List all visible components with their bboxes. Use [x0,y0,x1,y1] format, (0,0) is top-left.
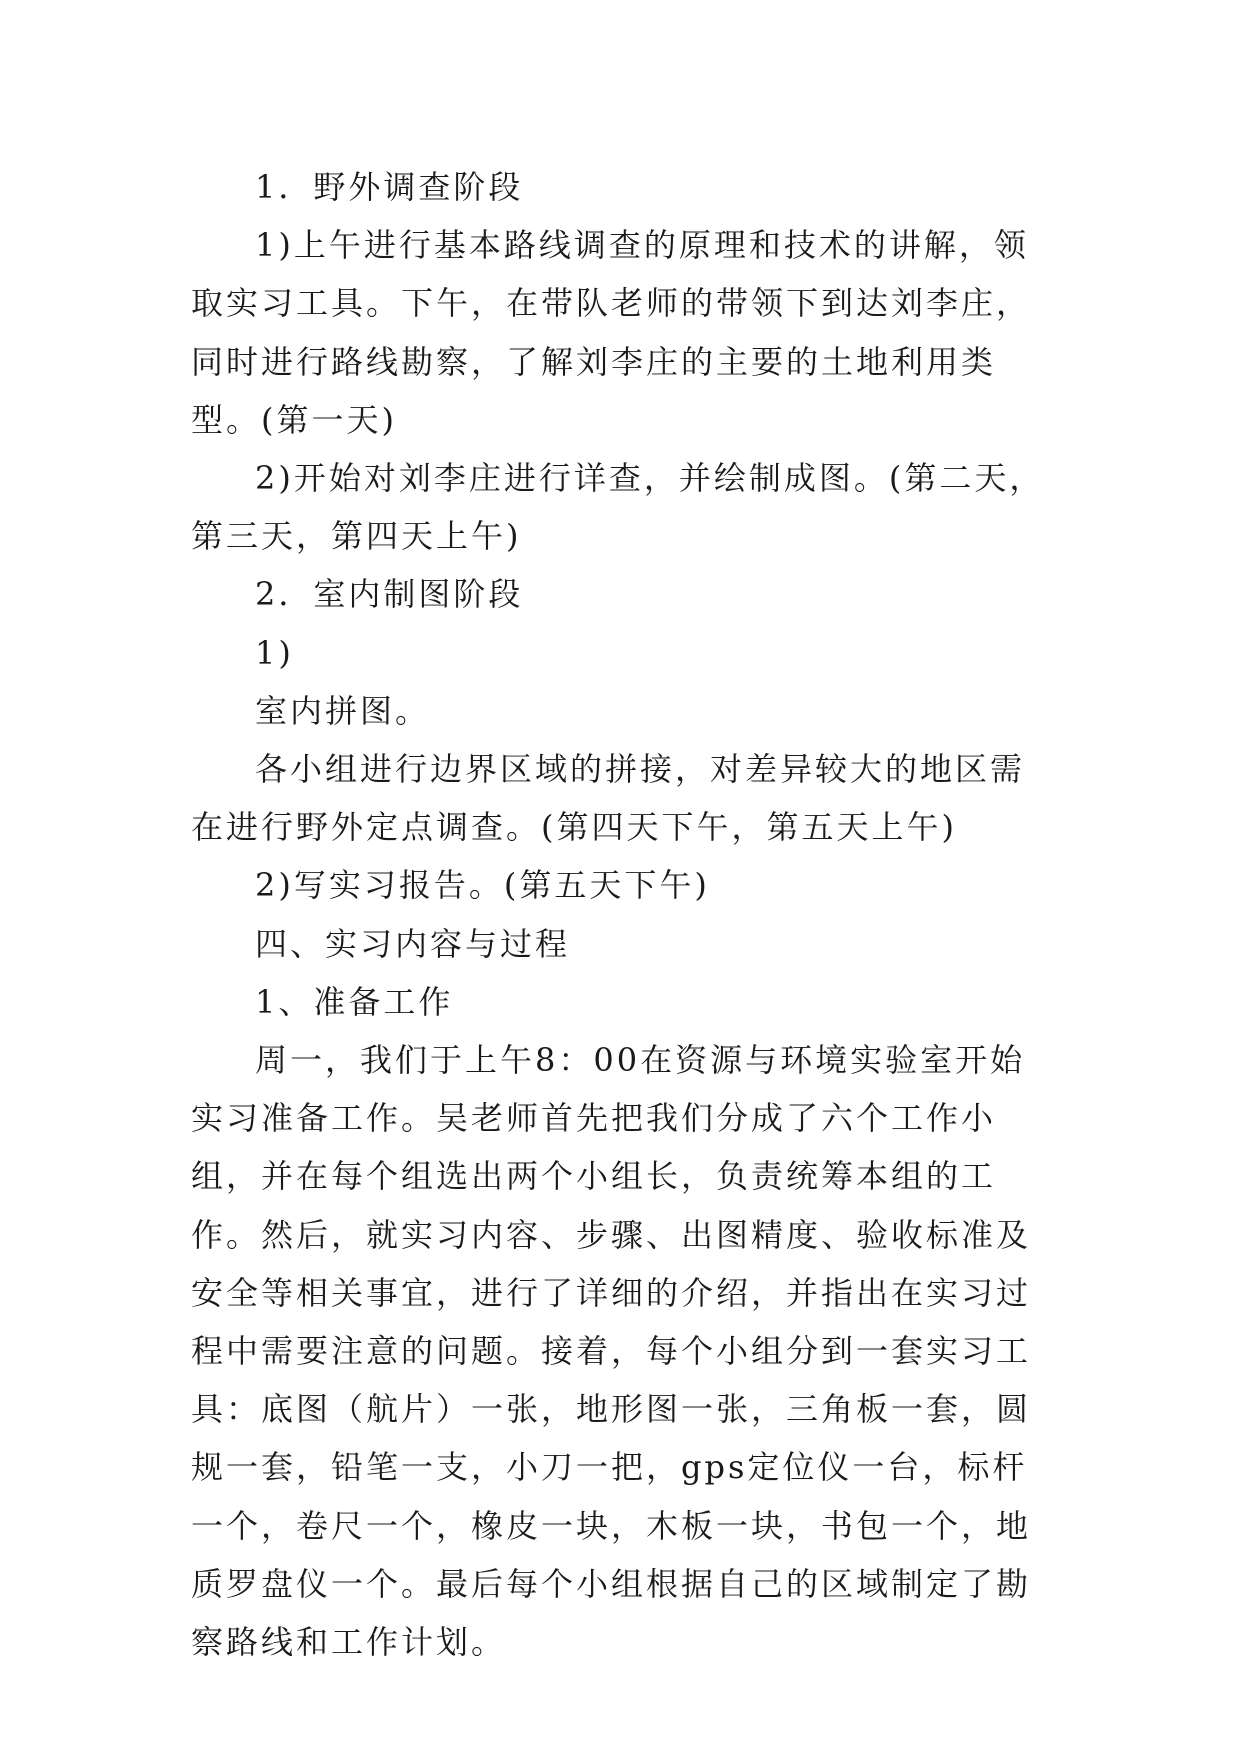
paragraph-detailed-survey: 2)开始对刘李庄进行详查，并绘制成图。(第二天，第三天，第四天上午) [191,459,1045,556]
heading-indoor-mapping-stage: 2．室内制图阶段 [255,575,524,614]
paragraph-boundary-stitching: 各小组进行边界区域的拼接，对差异较大的地区需在进行野外定点调查。(第四天下午，第五天上午) [191,750,1026,847]
document-body [191,158,1051,1671]
paragraph-day-one: 1)上午进行基本路线调查的原理和技术的讲解，领取实习工具。下午，在带队老师的带领下到达刘李庄，同时进行路线勘察，了解刘李庄的主要的土地利用类型。(第一天) [191,226,1032,439]
paragraph-write-report: 2)写实习报告。(第五天下午) [255,866,710,905]
heading-content-and-process: 四、实习内容与过程 [255,924,571,963]
paragraph-monday-preparation: 周一，我们于上午8：00在资源与环境实验室开始实习准备工作。吴老师首先把我们分成了六个工作小组，并在每个组选出两个小组长，负责统筹本组的工作。然后，就实习内容、步骤、出图精度、验收标准及安全等相关事宜，进行了详细的介绍，并指出在实习过程中需要注意的问题。接着，每个小组分到一套实习工具：底图（航片）一张，地形图一张，三角板一套，圆规一套，铅笔一支，小刀一把，gps定位仪一台，标杆一个，卷尺一个，橡皮一块，木板一块，书包一个，地质罗盘仪一个。最后每个小组根据自己的区域制定了勘察路线和工作计划。 [191,1041,1032,1662]
paragraph-indoor-mosaic: 室内拼图。 [255,691,431,730]
list-marker-1: 1) [255,633,294,672]
heading-preparation: 1、准备工作 [255,982,454,1021]
heading-field-survey-stage: 1．野外调查阶段 [255,168,524,206]
